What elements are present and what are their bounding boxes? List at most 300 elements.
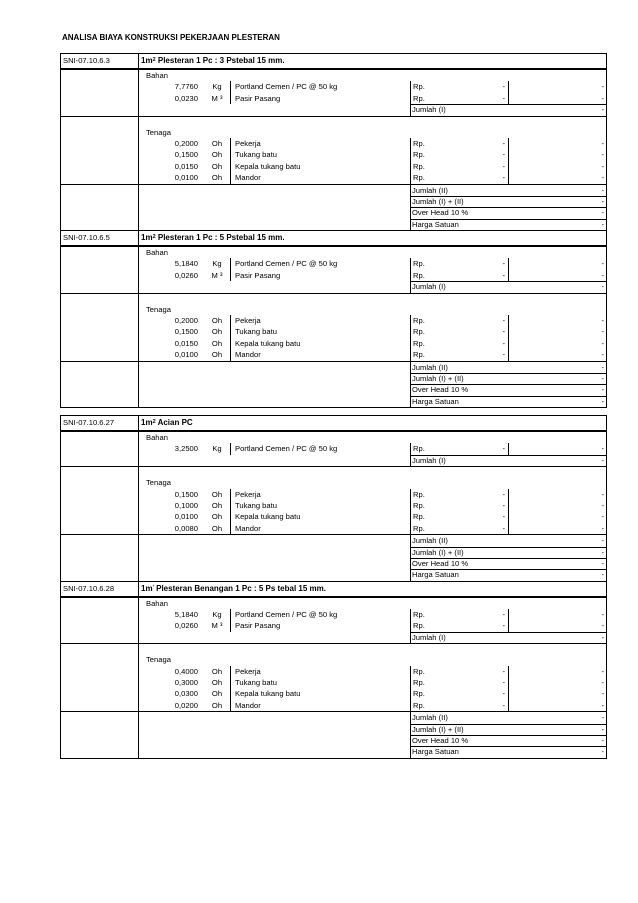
- amount-cell: -: [601, 547, 604, 557]
- column-divider: [410, 523, 411, 534]
- amount-cell: -: [601, 282, 604, 292]
- unit-price-cell: -: [502, 259, 505, 269]
- column-divider: [410, 81, 411, 92]
- item-name-cell: Kepala tukang batu: [235, 338, 301, 348]
- amount-cell: -: [601, 93, 604, 103]
- unit-price-cell: -: [502, 338, 505, 348]
- labor-row: [61, 500, 606, 511]
- column-divider: [230, 349, 231, 360]
- summary-label: Jumlah (I) + (II): [412, 547, 464, 557]
- analysis-table-2: [60, 415, 607, 759]
- column-divider: [230, 161, 231, 172]
- item-name-cell: Pekerja: [235, 666, 261, 676]
- unit-cell: Kg: [212, 82, 222, 92]
- column-divider: [410, 362, 411, 373]
- amount-cell: -: [601, 489, 604, 499]
- item-code: SNI-07.10.6.27: [63, 418, 115, 427]
- amount-cell: -: [601, 713, 604, 723]
- analysis-block: [61, 54, 606, 231]
- summary-label: Jumlah (I): [412, 632, 446, 642]
- currency-label: Rp.: [413, 489, 425, 499]
- column-divider: [410, 384, 411, 395]
- labor-row: [61, 700, 606, 712]
- labor-row: [61, 349, 606, 361]
- summary-label: Jumlah (I): [412, 455, 446, 465]
- unit-cell: Kg: [212, 444, 222, 454]
- material-row: [61, 270, 606, 281]
- coefficient-cell: 5,1840: [174, 610, 198, 620]
- amount-cell: -: [601, 270, 604, 280]
- item-name-cell: Pasir Pasang: [235, 270, 281, 280]
- column-divider: [230, 677, 231, 688]
- cell: Acian PC: [157, 418, 193, 427]
- item-name-cell: Pasir Pasang: [235, 93, 281, 103]
- amount-cell: -: [601, 396, 604, 406]
- column-divider: [508, 172, 509, 183]
- amount-cell: -: [601, 747, 604, 757]
- unit-cell: Kg: [212, 259, 222, 269]
- category-label: Bahan: [146, 433, 168, 442]
- unit-price-cell: -: [502, 610, 505, 620]
- unit-price-cell: -: [502, 161, 505, 171]
- summary-label: Over Head 10 %: [412, 735, 469, 745]
- item-description: [141, 54, 285, 68]
- subtotal-row: [61, 455, 606, 467]
- amount-cell: -: [601, 105, 604, 115]
- block-header: [61, 231, 606, 247]
- total-row: [61, 219, 606, 231]
- currency-label: Rp.: [413, 173, 425, 183]
- column-divider: [230, 93, 231, 104]
- item-code: SNI-07.10.6.28: [63, 583, 115, 593]
- table-row: [61, 304, 606, 315]
- column-divider: [508, 338, 509, 349]
- amount-cell: -: [601, 362, 604, 372]
- column-divider: [410, 196, 411, 207]
- coefficient-cell: 0,0260: [174, 270, 198, 280]
- unit-price-cell: -: [502, 678, 505, 688]
- column-divider: [508, 270, 509, 281]
- unit-price-cell: -: [502, 150, 505, 160]
- column-divider: [410, 746, 411, 757]
- labor-row: [61, 677, 606, 688]
- amount-cell: -: [601, 689, 604, 699]
- unit-cell: Oh: [211, 689, 223, 699]
- unit-cell: Oh: [211, 678, 223, 688]
- table-row: [61, 598, 606, 609]
- unit-price-cell: -: [502, 489, 505, 499]
- labor-row: [61, 315, 606, 326]
- total-row: [61, 724, 606, 735]
- item-name-cell: Portland Cemen / PC @ 50 kg: [235, 444, 338, 454]
- summary-label: Jumlah (I) + (II): [412, 373, 464, 383]
- column-divider: [410, 258, 411, 269]
- cell: ': [152, 584, 154, 591]
- total-row: [61, 396, 606, 407]
- unit-cell: Oh: [211, 523, 223, 533]
- coefficient-cell: 7,7760: [174, 82, 198, 92]
- unit-cell: Oh: [211, 173, 223, 183]
- amount-cell: -: [601, 570, 604, 580]
- currency-label: Rp.: [413, 444, 425, 454]
- column-divider: [508, 620, 509, 631]
- cell: 2: [152, 234, 156, 241]
- total-row: [61, 558, 606, 569]
- column-divider: [508, 315, 509, 326]
- amount-cell: -: [601, 735, 604, 745]
- column-divider: [410, 547, 411, 558]
- unit-price-cell: -: [502, 689, 505, 699]
- unit-price-cell: -: [502, 350, 505, 360]
- column-divider: [410, 724, 411, 735]
- cell: Plesteran Benangan 1 Pc : 5 Ps tebal 15 mm.: [156, 583, 326, 593]
- labor-row: [61, 138, 606, 149]
- column-divider: [410, 443, 411, 454]
- cell: 2: [152, 57, 156, 63]
- summary-label: Harga Satuan: [412, 747, 459, 757]
- category-label: Tenaga: [146, 655, 171, 665]
- column-divider: [410, 138, 411, 149]
- column-divider: [410, 632, 411, 643]
- item-name-cell: Tukang batu: [235, 678, 277, 688]
- table-row: [61, 247, 606, 258]
- cell: 1m: [141, 418, 153, 427]
- column-divider: [410, 396, 411, 407]
- column-divider: [410, 349, 411, 360]
- coefficient-cell: 0,1500: [174, 489, 198, 499]
- total-row: [61, 746, 606, 757]
- currency-label: Rp.: [413, 350, 425, 360]
- column-divider: [410, 535, 411, 546]
- column-divider: [230, 511, 231, 522]
- currency-label: Rp.: [413, 678, 425, 688]
- subtotal-row: [61, 281, 606, 293]
- item-description: [141, 416, 193, 430]
- coefficient-cell: 0,3000: [174, 678, 198, 688]
- summary-label: Harga Satuan: [412, 396, 459, 406]
- item-name-cell: Kepala tukang batu: [235, 512, 301, 522]
- summary-label: Over Head 10 %: [412, 385, 469, 395]
- item-name-cell: Kepala tukang batu: [235, 689, 301, 699]
- amount-cell: -: [601, 385, 604, 395]
- amount-cell: -: [601, 208, 604, 218]
- column-divider: [230, 489, 231, 500]
- labor-row: [61, 688, 606, 699]
- table-row: [61, 654, 606, 665]
- unit-price-cell: -: [502, 316, 505, 326]
- amount-cell: -: [601, 259, 604, 269]
- table-row: [61, 477, 606, 488]
- column-divider: [410, 219, 411, 230]
- amount-cell: -: [601, 173, 604, 183]
- coefficient-cell: 0,0230: [174, 93, 198, 103]
- table-row: [61, 117, 606, 127]
- unit-price-cell: -: [502, 444, 505, 454]
- column-divider: [230, 523, 231, 534]
- amount-cell: -: [601, 455, 604, 465]
- cell: Plesteran 1 Pc : 3 Pstebal 15 mm.: [157, 56, 285, 65]
- amount-cell: -: [601, 678, 604, 688]
- document-title: ANALISA BIAYA KONSTRUKSI PEKERJAAN PLESTERAN: [62, 33, 280, 42]
- column-divider: [410, 104, 411, 115]
- summary-label: Jumlah (I) + (II): [412, 196, 464, 206]
- unit-price-cell: -: [502, 138, 505, 148]
- column-divider: [508, 688, 509, 699]
- column-divider: [230, 620, 231, 631]
- currency-label: Rp.: [413, 610, 425, 620]
- coefficient-cell: 0,0260: [174, 621, 198, 631]
- column-divider: [410, 558, 411, 569]
- coefficient-cell: 0,0100: [174, 350, 198, 360]
- labor-row: [61, 489, 606, 500]
- unit-cell: Kg: [212, 610, 222, 620]
- table-row: [61, 644, 606, 654]
- amount-cell: -: [601, 700, 604, 710]
- column-divider: [410, 338, 411, 349]
- coefficient-cell: 0,0080: [174, 523, 198, 533]
- labor-row: [61, 523, 606, 535]
- coefficient-cell: 0,1000: [174, 500, 198, 510]
- amount-cell: -: [601, 161, 604, 171]
- amount-cell: -: [601, 150, 604, 160]
- column-divider: [508, 511, 509, 522]
- item-name-cell: Portland Cemen / PC @ 50 kg: [235, 610, 338, 620]
- unit-price-cell: -: [502, 666, 505, 676]
- column-divider: [230, 81, 231, 92]
- labor-row: [61, 149, 606, 160]
- amount-cell: -: [601, 185, 604, 195]
- unit-cell: Oh: [211, 316, 223, 326]
- labor-row: [61, 172, 606, 184]
- column-divider: [508, 666, 509, 677]
- coefficient-cell: 3,2500: [174, 444, 198, 454]
- analysis-table-1: [60, 53, 607, 408]
- subtotal-row: [61, 104, 606, 116]
- material-row: [61, 609, 606, 620]
- column-divider: [410, 735, 411, 746]
- column-divider: [508, 349, 509, 360]
- category-label: Tenaga: [146, 478, 171, 488]
- coefficient-cell: 0,2000: [174, 138, 198, 148]
- item-code: SNI-07.10.6.3: [63, 56, 110, 65]
- summary-label: Harga Satuan: [412, 219, 459, 229]
- item-name-cell: Mandor: [235, 700, 261, 710]
- currency-label: Rp.: [413, 689, 425, 699]
- summary-label: Jumlah (II): [412, 185, 448, 195]
- item-name-cell: Mandor: [235, 350, 261, 360]
- column-divider: [410, 172, 411, 183]
- item-name-cell: Tukang batu: [235, 150, 277, 160]
- column-divider: [230, 609, 231, 620]
- item-description: [141, 231, 285, 245]
- total-row: [61, 185, 606, 196]
- column-divider: [508, 81, 509, 92]
- currency-label: Rp.: [413, 138, 425, 148]
- currency-label: Rp.: [413, 338, 425, 348]
- item-code: SNI-07.10.6.5: [63, 233, 110, 243]
- column-divider: [410, 373, 411, 384]
- column-divider: [508, 500, 509, 511]
- amount-cell: -: [601, 196, 604, 206]
- column-divider: [410, 500, 411, 511]
- column-divider: [410, 569, 411, 580]
- unit-cell: Oh: [211, 350, 223, 360]
- column-divider: [230, 138, 231, 149]
- cell: 2: [152, 419, 156, 425]
- unit-cell: Oh: [211, 666, 223, 676]
- unit-price-cell: -: [502, 82, 505, 92]
- unit-price-cell: -: [502, 173, 505, 183]
- item-name-cell: Pekerja: [235, 138, 261, 148]
- currency-label: Rp.: [413, 150, 425, 160]
- column-divider: [230, 149, 231, 160]
- column-divider: [508, 326, 509, 337]
- item-name-cell: Portland Cemen / PC @ 50 kg: [235, 82, 338, 92]
- coefficient-cell: 0,2000: [174, 316, 198, 326]
- total-row: [61, 712, 606, 723]
- coefficient-cell: 0,0150: [174, 338, 198, 348]
- currency-label: Rp.: [413, 523, 425, 533]
- amount-cell: -: [601, 350, 604, 360]
- amount-cell: -: [601, 632, 604, 642]
- total-row: [61, 735, 606, 746]
- amount-cell: -: [601, 536, 604, 546]
- column-divider: [410, 185, 411, 196]
- coefficient-cell: 0,0100: [174, 512, 198, 522]
- column-divider: [410, 93, 411, 104]
- item-name-cell: Pekerja: [235, 489, 261, 499]
- amount-cell: -: [601, 82, 604, 92]
- column-divider: [230, 258, 231, 269]
- amount-cell: -: [601, 444, 604, 454]
- column-divider: [410, 700, 411, 711]
- amount-cell: -: [601, 316, 604, 326]
- column-divider: [230, 666, 231, 677]
- material-row: [61, 258, 606, 269]
- total-row: [61, 547, 606, 558]
- amount-cell: -: [601, 338, 604, 348]
- unit-cell: M ³: [211, 93, 223, 103]
- labor-row: [61, 326, 606, 337]
- amount-cell: -: [601, 138, 604, 148]
- amount-cell: -: [601, 219, 604, 229]
- currency-label: Rp.: [413, 512, 425, 522]
- cell: 1m: [141, 56, 153, 65]
- currency-label: Rp.: [413, 93, 425, 103]
- table-row: [61, 70, 606, 81]
- table-row: [61, 127, 606, 138]
- column-divider: [410, 281, 411, 292]
- coefficient-cell: 0,0150: [174, 161, 198, 171]
- total-row: [61, 384, 606, 395]
- amount-cell: -: [601, 724, 604, 734]
- column-divider: [508, 700, 509, 711]
- amount-cell: -: [601, 523, 604, 533]
- summary-label: Over Head 10 %: [412, 558, 469, 568]
- unit-cell: M ³: [211, 621, 223, 631]
- coefficient-cell: 0,0100: [174, 173, 198, 183]
- item-name-cell: Mandor: [235, 523, 261, 533]
- item-description: [141, 582, 326, 596]
- table-row: [61, 432, 606, 443]
- column-divider: [230, 270, 231, 281]
- currency-label: Rp.: [413, 316, 425, 326]
- currency-label: Rp.: [413, 259, 425, 269]
- currency-label: Rp.: [413, 500, 425, 510]
- column-divider: [410, 489, 411, 500]
- cell: 1m: [141, 233, 153, 243]
- analysis-block: [61, 416, 606, 582]
- total-row: [61, 196, 606, 207]
- column-divider: [410, 149, 411, 160]
- unit-cell: Oh: [211, 138, 223, 148]
- total-row: [61, 373, 606, 384]
- coefficient-cell: 0,1500: [174, 327, 198, 337]
- coefficient-cell: 0,0200: [174, 700, 198, 710]
- category-label: Tenaga: [146, 304, 171, 314]
- amount-cell: -: [601, 500, 604, 510]
- item-name-cell: Pasir Pasang: [235, 621, 281, 631]
- summary-label: Jumlah (II): [412, 362, 448, 372]
- column-divider: [410, 511, 411, 522]
- summary-label: Jumlah (I): [412, 282, 446, 292]
- unit-cell: Oh: [211, 512, 223, 522]
- column-divider: [230, 688, 231, 699]
- unit-cell: M ³: [211, 270, 223, 280]
- coefficient-cell: 0,0300: [174, 689, 198, 699]
- category-label: Bahan: [146, 598, 168, 608]
- material-row: [61, 81, 606, 92]
- total-row: [61, 535, 606, 546]
- block-header: [61, 54, 606, 70]
- block-header: [61, 416, 606, 432]
- column-divider: [508, 489, 509, 500]
- table-row: [61, 294, 606, 304]
- unit-cell: Oh: [211, 327, 223, 337]
- column-divider: [410, 207, 411, 218]
- summary-label: Harga Satuan: [412, 570, 459, 580]
- labor-row: [61, 666, 606, 677]
- coefficient-cell: 0,4000: [174, 666, 198, 676]
- coefficient-cell: 5,1840: [174, 259, 198, 269]
- amount-cell: -: [601, 327, 604, 337]
- cell: Plesteran 1 Pc : 5 Pstebal 15 mm.: [157, 233, 285, 243]
- column-divider: [410, 688, 411, 699]
- unit-price-cell: -: [502, 700, 505, 710]
- unit-price-cell: -: [502, 523, 505, 533]
- item-name-cell: Tukang batu: [235, 500, 277, 510]
- amount-cell: -: [601, 621, 604, 631]
- summary-label: Jumlah (II): [412, 536, 448, 546]
- column-divider: [410, 161, 411, 172]
- column-divider: [230, 700, 231, 711]
- column-divider: [230, 172, 231, 183]
- item-name-cell: Mandor: [235, 173, 261, 183]
- unit-cell: Oh: [211, 338, 223, 348]
- item-name-cell: Tukang batu: [235, 327, 277, 337]
- column-divider: [410, 270, 411, 281]
- amount-cell: -: [601, 512, 604, 522]
- labor-row: [61, 511, 606, 522]
- summary-label: Jumlah (I) + (II): [412, 724, 464, 734]
- total-row: [61, 569, 606, 581]
- column-divider: [508, 138, 509, 149]
- amount-cell: -: [601, 558, 604, 568]
- unit-cell: Oh: [211, 700, 223, 710]
- currency-label: Rp.: [413, 82, 425, 92]
- material-row: [61, 443, 606, 454]
- amount-cell: -: [601, 666, 604, 676]
